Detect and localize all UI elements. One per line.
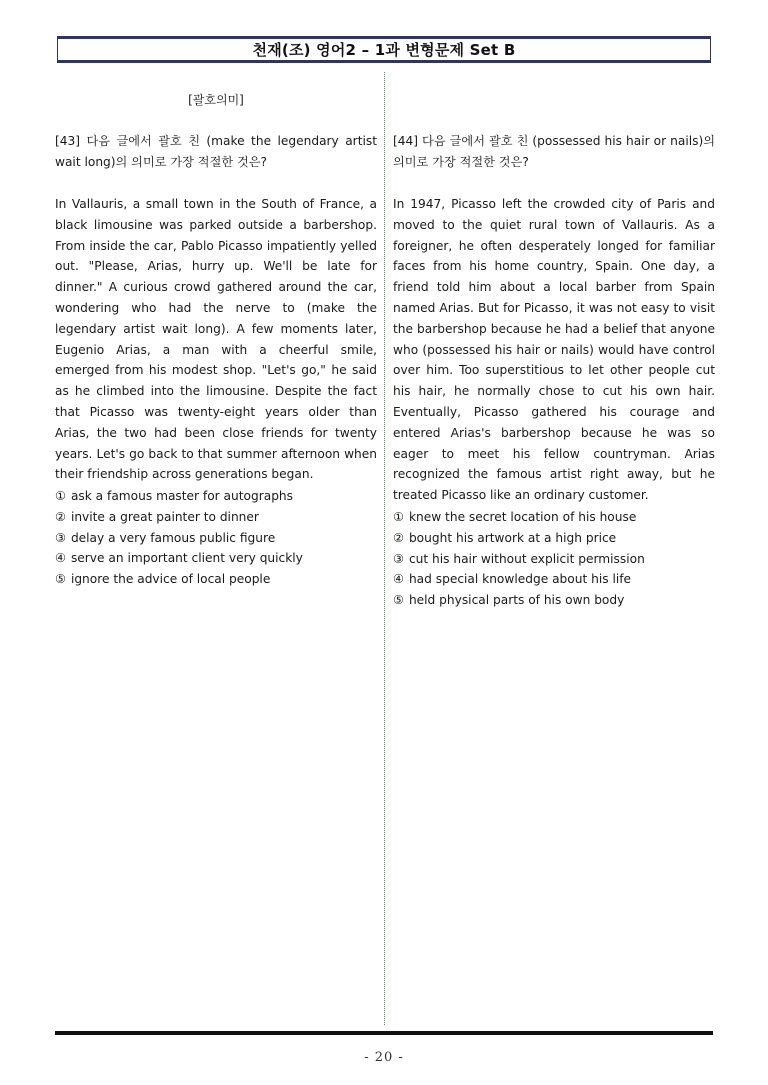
- choice-item: [55, 548, 377, 569]
- choices-43: [55, 486, 377, 590]
- choice-text: delay a very famous public figure: [70, 530, 276, 545]
- choice-number: ③: [393, 551, 404, 566]
- choice-text: knew the secret location of his house: [408, 510, 637, 524]
- choice-number: ①: [55, 489, 66, 503]
- column-divider: [384, 72, 385, 1025]
- choice-text: serve an important client very quickly: [70, 551, 303, 566]
- choice-number: ①: [393, 510, 404, 524]
- choice-item: [393, 569, 715, 590]
- choice-text: ask a famous master for autographs: [70, 489, 294, 503]
- footer-rule: [55, 1031, 713, 1035]
- choice-number: ②: [393, 530, 404, 545]
- choice-number: ④: [55, 551, 66, 566]
- passage-44: In 1947, Picasso left the crowded city of Paris and moved to the quiet rural town of Vallauris. As a foreigner, he often desperately longed for familiar faces from his home country, Spain. One day, a friend told him about a local barber from Spain named Arias. But for Picasso, it was not easy to visit the barbershop because he had a belief that anyone who (possessed his hair or nails) would have control over him. Too superstitious to let other people cut his hair, he normally chose to cut his own hair. Eventually, Picasso gathered his courage and entered Arias's barbershop because he was so eager to meet his fellow countryman. Arias recognized the famous artist right away, but he treated Picasso like an ordinary customer.: [393, 197, 715, 503]
- choice-item: [55, 486, 377, 507]
- choices-44: [393, 507, 715, 611]
- choice-item: [55, 569, 377, 590]
- choice-number: ②: [55, 509, 66, 524]
- choice-number: ④: [393, 572, 404, 587]
- choice-text: cut his hair without explicit permission: [408, 551, 645, 566]
- choice-text: bought his artwork at a high price: [408, 530, 617, 545]
- choice-number: ⑤: [393, 593, 404, 608]
- choice-item: [55, 528, 377, 549]
- choice-item: [55, 507, 377, 528]
- page-header-title: 천재(조) 영어2 – 1과 변형문제 Set B: [57, 36, 711, 63]
- choice-item: [393, 528, 715, 549]
- choice-item: [393, 590, 715, 611]
- choice-text: invite a great painter to dinner: [70, 509, 259, 524]
- choice-item: [393, 549, 715, 570]
- section-label: [괄호의미]: [188, 93, 244, 107]
- question-44: [44] 다음 글에서 괄호 친 (possessed his hair or nails)의 의미로 가장 적절한 것은?: [393, 134, 715, 169]
- page-number: - 20 -: [364, 1050, 404, 1065]
- choice-text: held physical parts of his own body: [408, 593, 625, 608]
- choice-number: ⑤: [55, 572, 66, 587]
- choice-number: ③: [55, 530, 66, 545]
- passage-43: In Vallauris, a small town in the South of France, a black limousine was parked outside a barbershop. From inside the car, Pablo Picasso impatiently yelled out. "Please, Arias, hurry up. We'll be late for dinner." A curious crowd gathered around the car, wondering who had the nerve to (make the legendary artist wait long). A few moments later, Eugenio Arias, a man with a cheerful smile, emerged from his modest shop. "Let's go," he said as he climbed into the limousine. Despite the fact that Picasso was twenty-eight years older than Arias, the two had been close friends for twenty years. Let's go back to that summer afternoon when their friendship across generations began.: [55, 197, 377, 482]
- choice-text: ignore the advice of local people: [70, 572, 271, 587]
- question-43: [43] 다음 글에서 괄호 친 (make the legendary artist wait long)의 의미로 가장 적절한 것은?: [55, 134, 377, 169]
- choice-item: [393, 507, 715, 528]
- choice-text: had special knowledge about his life: [408, 572, 632, 587]
